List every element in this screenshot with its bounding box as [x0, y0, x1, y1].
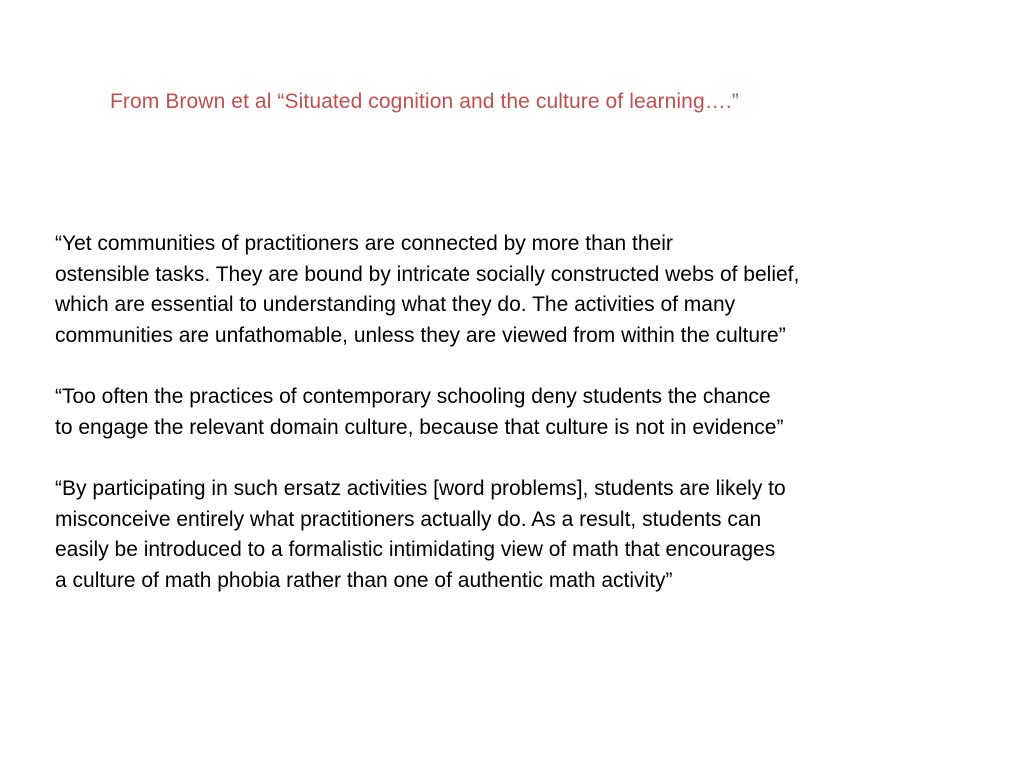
slide-title: From Brown et al “Situated cognition and the culture of learning….”	[110, 90, 739, 113]
quote-block-2	[55, 382, 1015, 443]
quote-line: “By participating in such ersatz activities [word problems], students are likely to	[55, 477, 786, 500]
quote-block-3	[55, 474, 1015, 596]
quote-line: to engage the relevant domain culture, because that culture is not in evidence”	[55, 415, 784, 439]
quote-line: which are essential to understanding what they do. The activities of many	[55, 293, 736, 316]
quote-line: “Yet communities of practitioners are connected by more than their	[55, 232, 673, 255]
quote-line: communities are unfathomable, unless they are viewed from within the culture”	[55, 323, 786, 347]
quote-line: ostensible tasks. They are bound by intricate socially constructed webs of belief,	[55, 262, 800, 286]
quote-line: easily be introduced to a formalistic intimidating view of math that encourages	[55, 538, 776, 561]
quote-block-1	[55, 229, 1015, 351]
quotes-container	[55, 229, 1015, 627]
quote-line: misconceive entirely what practitioners actually do. As a result, students can	[55, 507, 762, 531]
quote-line: “Too often the practices of contemporary schooling deny students the chance	[55, 385, 771, 408]
quote-line: a culture of math phobia rather than one of authentic math activity”	[55, 568, 673, 592]
